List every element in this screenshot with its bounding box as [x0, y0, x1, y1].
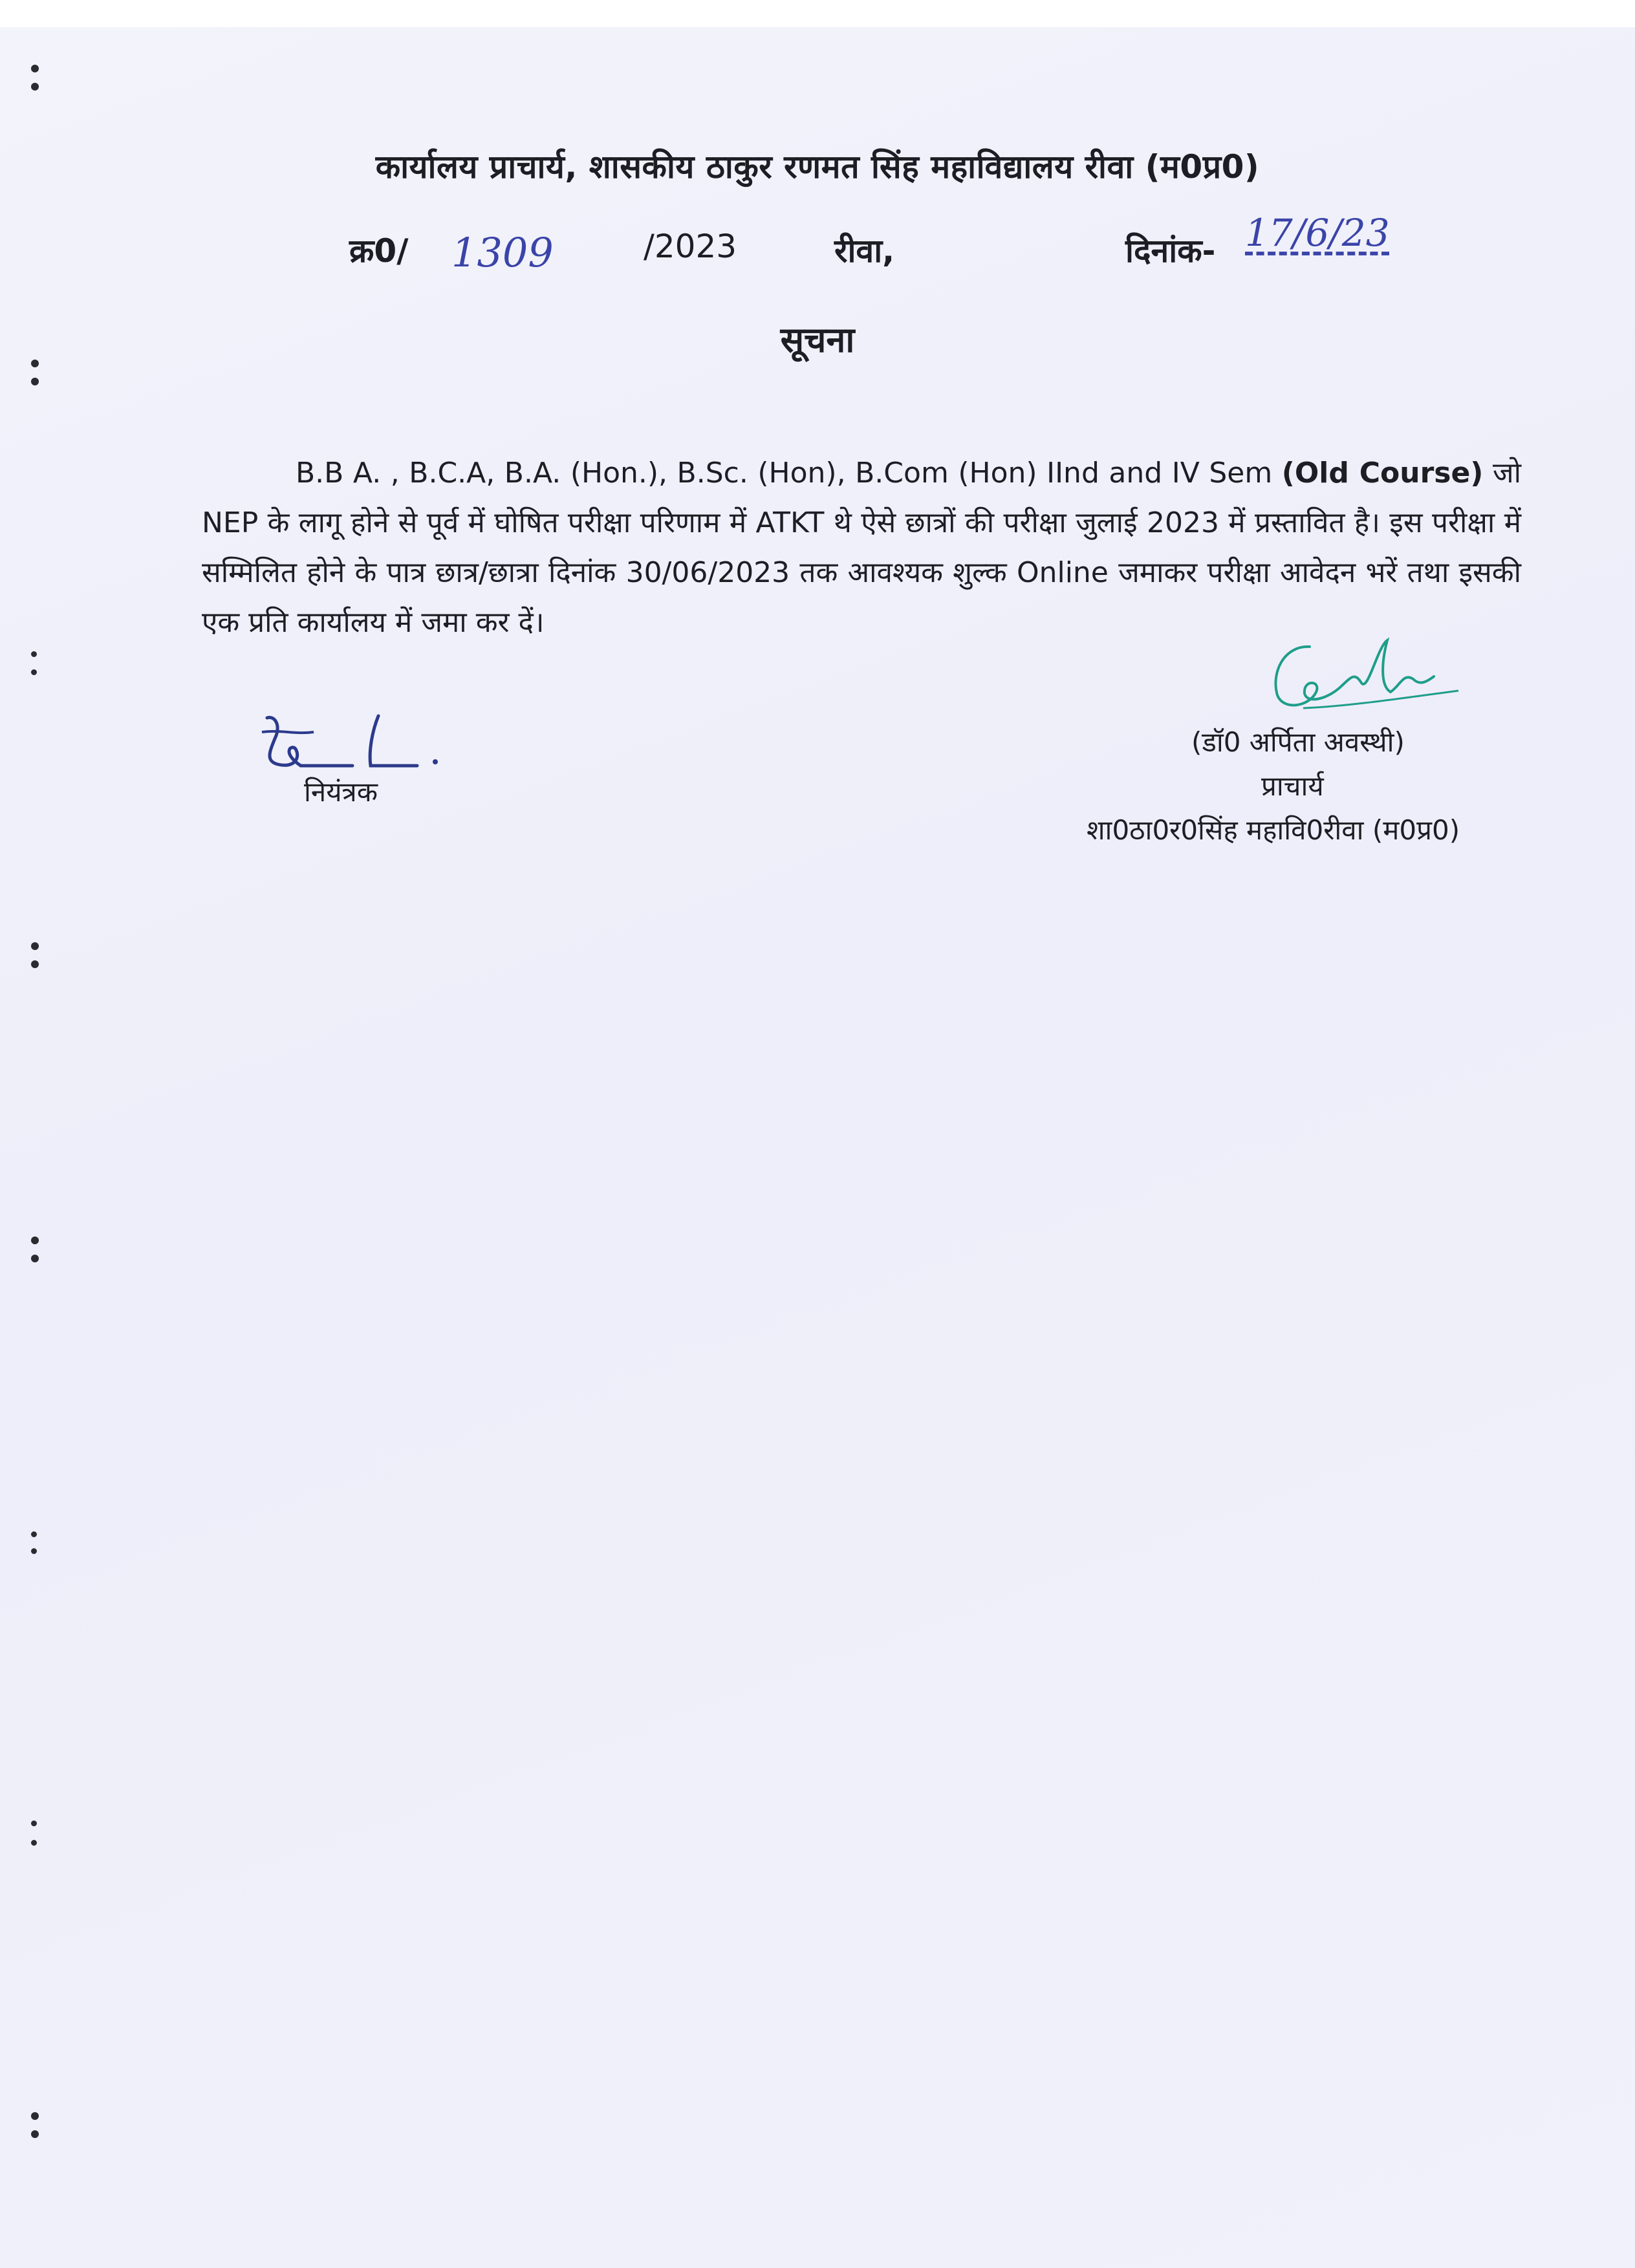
punch-hole: [31, 1255, 39, 1262]
scan-top-margin: [0, 0, 1635, 27]
date-value: 17/6/23: [1245, 211, 1390, 255]
punch-hole: [31, 651, 37, 657]
principal-institution: शा0ठा0र0सिंह महावि0रीवा (म0प्र0): [1087, 814, 1460, 846]
punch-hole: [31, 1820, 37, 1826]
date-label: दिनांक-: [1125, 232, 1216, 270]
punch-hole: [31, 669, 37, 675]
notice-body-instructions: जो NEP के लागू होने से पूर्व में घोषित परीक्षा परिणाम में ATKT थे ऐसे छात्रों की परीक्षा जुलाई 2023 में प्रस्तावित है। इस परीक्षा में सम्मिलित होने के पात्र छात्र/छात्रा दिनांक 30/06/2023 तक आवश्यक शुल्क Online जमाकर परीक्षा आवेदन भरें तथा इसकी एक प्रति कार्यालय में जमा कर दें।: [202, 457, 1522, 639]
controller-signature: [255, 706, 449, 780]
punch-hole: [31, 2112, 39, 2120]
reference-number: 1309: [451, 229, 554, 276]
place-name: रीवा,: [834, 232, 895, 270]
punch-hole: [31, 83, 39, 91]
notice-body: [202, 448, 1521, 647]
punch-hole: [31, 1548, 37, 1554]
notice-title: सूचना: [780, 319, 855, 360]
document-page: [0, 27, 1635, 2268]
reference-year: /2023: [644, 228, 737, 265]
controller-designation: नियंत्रक: [304, 776, 378, 808]
principal-signature-mark: [1264, 634, 1471, 724]
office-heading: कार्यालय प्राचार्य, शासकीय ठाकुर रणमत सिंह महाविद्यालय रीवा (म0प्र0): [375, 148, 1260, 186]
notice-body-courses: B.B A. , B.C.A, B.A. (Hon.), B.Sc. (Hon), B.Com (Hon) IInd and IV Sem: [296, 457, 1282, 490]
principal-signature: [1264, 634, 1471, 727]
punch-hole: [31, 378, 39, 385]
principal-name: (डॉ0 अर्पिता अवस्थी): [1191, 726, 1405, 758]
punch-hole: [31, 2130, 39, 2138]
punch-hole: [31, 1840, 37, 1846]
punch-hole: [31, 65, 39, 72]
reference-prefix: क्र0/: [349, 232, 409, 270]
punch-hole: [31, 942, 39, 950]
controller-signature-mark: [255, 706, 449, 777]
punch-hole: [31, 1531, 37, 1537]
notice-body-old-course: (Old Course): [1281, 457, 1484, 490]
punch-hole: [31, 960, 39, 968]
principal-designation: प्राचार्य: [1261, 770, 1324, 802]
punch-hole: [31, 1237, 39, 1244]
